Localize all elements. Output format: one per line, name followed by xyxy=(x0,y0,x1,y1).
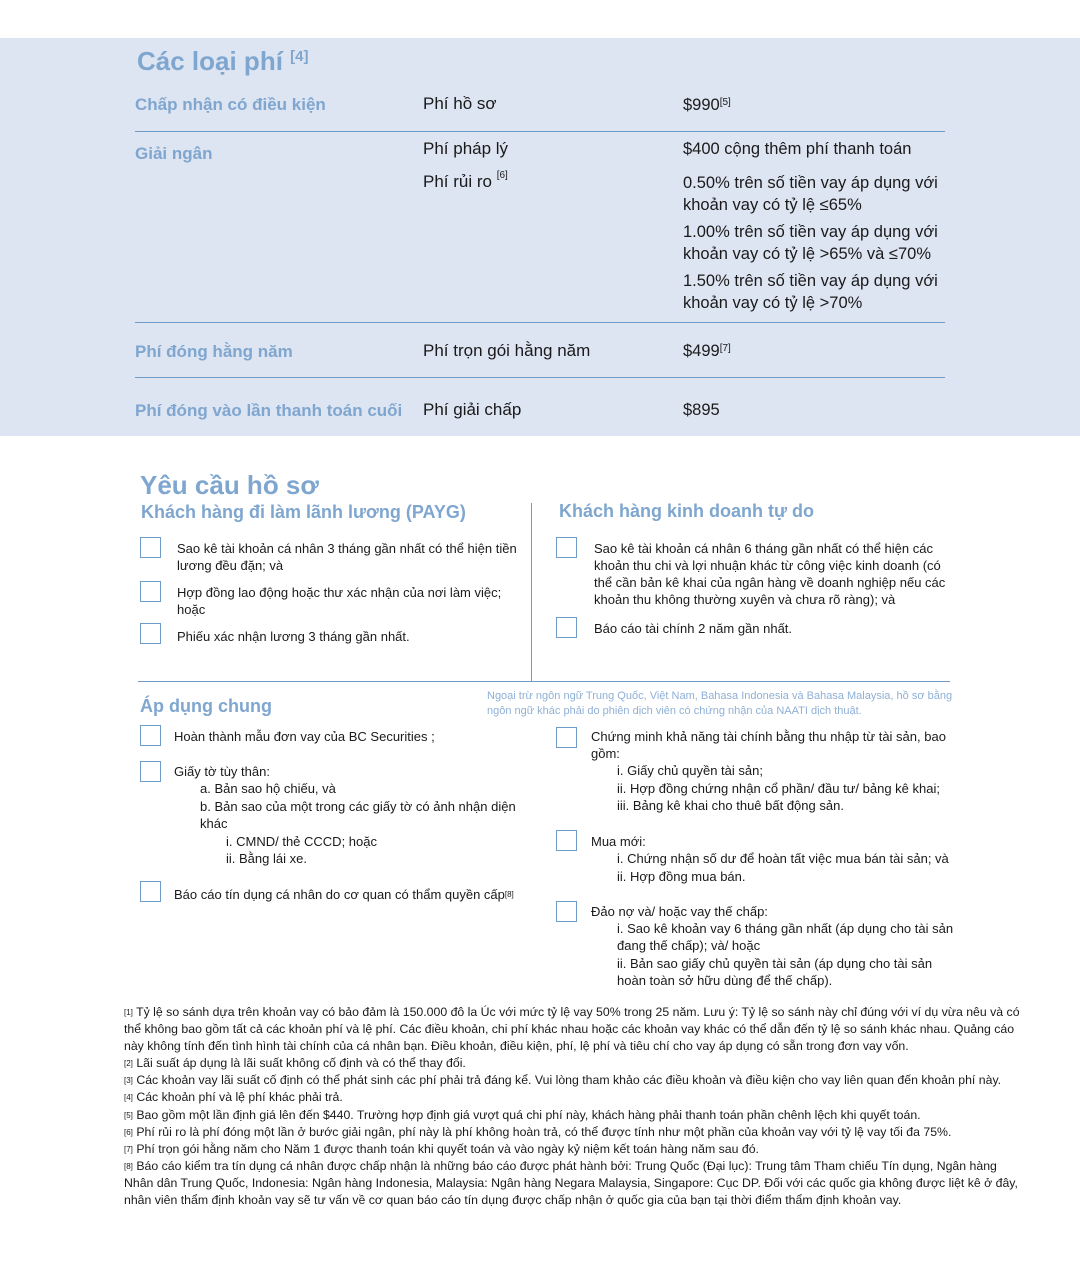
self-item: Sao kê tài khoản cá nhân 6 tháng gần nhất có thể hiện các khoản thu chi và lợi nhuận khác từ công việc kinh doanh (có thể cần bản kê khai của ngân hàng về doanh nghiệp nếu các khoản thu không thường xuyên và chưa rõ ràng); và xyxy=(594,541,946,607)
footnote: [8] Báo cáo kiểm tra tín dụng cá nhân được chấp nhận là những báo cáo được phát hành bởi: Trung Quốc (Đại lục): Trung tâm Tham chiếu Tín dụng, Ngân hàng Nhân dân Trung Quốc, Indonesia: Ngân hàng Indonesia, Malaysia: Ngân hàng Negara Malaysia, Singapore: Cục DP. Đối với các quốc gia không được liệt kê ở đây, nhân viên thẩm định khoản vay sẽ tư vấn về cơ quan báo cáo tín dụng được chấp nhận ở quốc gia của bạn tại thời điểm thẩm định khoản vay. xyxy=(124,1158,1018,1208)
checkbox[interactable] xyxy=(140,623,161,644)
self-item: Báo cáo tài chính 2 năm gần nhất. xyxy=(594,621,793,636)
general-subitem: a. Bản sao hộ chiếu, và xyxy=(200,781,336,796)
footnote: [1] Tỷ lệ so sánh dựa trên khoản vay có bảo đảm là 150.000 đô la Úc với mức tỷ lệ vay 50% trong 25 năm. Lưu ý: Tỷ lệ so sánh này chỉ đúng với ví dụ vừa nêu và có thể không bao gồm tất cả các khoản phí và lệ phí. Các điều khoản, chi phí khác nhau hoặc các khoản vay khác có thể dẫn đến tỷ lệ so sánh khác nhau. Quảng cáo này không tính đến tình hình tài chính của cá nhân bạn. Điều khoản, điều kiện, phí, lệ phí và tiêu chí cho vay áp dụng có sẵn trong đơn vay vốn. xyxy=(124,1005,1020,1054)
translation-note: Ngoại trừ ngôn ngữ Trung Quốc, Việt Nam, Bahasa Indonesia và Bahasa Malaysia, hồ sơ bằng ngôn ngữ khác phải do phiên dịch viên có chứng nhận của NAATI dịch thuật. xyxy=(487,690,953,717)
self-employed-title: Khách hàng kinh doanh tự do xyxy=(559,501,815,521)
footnote: [3] Các khoản vay lãi suất cố định có thể phát sinh các phí phải trả đáng kể. Vui lòng tham khảo các điều khoản và điều kiện cho vay liên quan đến khoản phí này. xyxy=(124,1073,1002,1088)
general-subitem: b. Bản sao của một trong các giấy tờ có ảnh nhận diện khác xyxy=(200,799,516,831)
section-divider xyxy=(138,681,950,682)
fee-category: Giải ngân xyxy=(135,144,213,163)
fee-value: 1.50% trên số tiền vay áp dụng với khoản vay có tỷ lệ >70% xyxy=(683,272,938,312)
footnote: [6] Phí rủi ro là phí đóng một lần ở bước giải ngân, phí này là phí không hoàn trả, có thể được tính như một phần của khoản vay với tỷ lệ vay tối đa 75%. xyxy=(124,1124,952,1139)
divider xyxy=(135,377,945,378)
checkbox[interactable] xyxy=(140,537,161,558)
general-item: Chứng minh khả năng tài chính bằng thu nhập từ tài sản, bao gồm: xyxy=(591,729,946,761)
fee-name: Phí pháp lý xyxy=(423,139,509,158)
checkbox[interactable] xyxy=(140,725,161,746)
divider xyxy=(135,131,945,132)
fee-category: Phí đóng vào lần thanh toán cuối xyxy=(135,401,403,420)
fee-value: $895 xyxy=(683,401,720,419)
general-item: Báo cáo tín dụng cá nhân do cơ quan có thẩm quyền cấp[8] xyxy=(174,887,514,902)
payg-item: Sao kê tài khoản cá nhân 3 tháng gần nhất có thể hiện tiền lương đều đặn; và xyxy=(177,541,517,573)
fee-category: Chấp nhận có điều kiện xyxy=(135,95,326,114)
general-item: Mua mới: xyxy=(591,834,646,849)
payg-item: Phiếu xác nhận lương 3 tháng gần nhất. xyxy=(177,629,410,644)
checkbox[interactable] xyxy=(556,537,577,558)
fee-name: Phí hồ sơ xyxy=(423,94,497,113)
general-item: Đảo nợ và/ hoặc vay thế chấp: xyxy=(591,904,768,919)
fee-category: Phí đóng hằng năm xyxy=(135,342,293,361)
fee-name: Phí trọn gói hằng năm xyxy=(423,341,591,360)
fee-name: Phí giải chấp xyxy=(423,400,522,419)
general-subitem: i. Sao kê khoản vay 6 tháng gần nhất (áp dụng cho tài sản đang thế chấp); và/ hoặc xyxy=(617,921,954,953)
general-title: Áp dụng chung xyxy=(140,696,272,716)
general-subitem: i. Giấy chủ quyền tài sản; xyxy=(617,763,763,778)
general-subitem: ii. Bản sao giấy chủ quyền tài sản (áp dụng cho tài sản hoàn toàn sở hữu dùng để thế chấp). xyxy=(617,956,933,988)
payg-item: Hợp đồng lao động hoặc thư xác nhận của nơi làm việc; hoặc xyxy=(177,585,502,617)
payg-title: Khách hàng đi làm lãnh lương (PAYG) xyxy=(141,502,466,522)
general-item: Hoàn thành mẫu đơn vay của BC Securities ; xyxy=(174,729,435,744)
general-item: Giấy tờ tùy thân: xyxy=(174,764,270,779)
footnotes xyxy=(124,1004,1024,1209)
general-subitem: ii. Hợp đồng chứng nhận cổ phần/ đầu tư/ bảng kê khai; xyxy=(617,781,940,796)
column-divider xyxy=(531,503,532,681)
checkbox[interactable] xyxy=(556,727,577,748)
footnote: [4] Các khoản phí và lệ phí khác phải trả. xyxy=(124,1090,343,1105)
general-subitem: i. Chứng nhận số dư để hoàn tất việc mua bán tài sản; và xyxy=(617,851,949,866)
docs-title: Yêu cầu hồ sơ xyxy=(140,470,319,500)
fee-value: 0.50% trên số tiền vay áp dụng với khoản vay có tỷ lệ ≤65% xyxy=(683,174,938,214)
fee-value: 1.00% trên số tiền vay áp dụng với khoản vay có tỷ lệ >65% và ≤70% xyxy=(683,223,938,263)
divider xyxy=(135,322,945,323)
fee-value: $499[7] xyxy=(683,342,731,360)
checkbox[interactable] xyxy=(140,761,161,782)
footnote: [5] Bao gồm một lần định giá lên đến $440. Trường hợp định giá vượt quá chi phí này, khách hàng phải thanh toán phần chênh lệch khi quyết toán. xyxy=(124,1107,921,1122)
general-subitem: iii. Bảng kê khai cho thuê bất động sản. xyxy=(617,798,844,813)
fee-value: $990[5] xyxy=(683,96,731,114)
general-subitem: i. CMND/ thẻ CCCD; hoặc xyxy=(226,834,377,849)
fees-panel xyxy=(0,38,1080,436)
footnote: [7] Phí trọn gói hằng năm cho Năm 1 được thanh toán khi quyết toán và vào ngày kỷ niệm kết toán hàng năm sau đó. xyxy=(124,1141,759,1156)
checkbox[interactable] xyxy=(140,581,161,602)
general-subitem: ii. Hợp đồng mua bán. xyxy=(617,869,746,884)
fees-title: Các loại phí [4] xyxy=(137,46,309,76)
footnote: [2] Lãi suất áp dụng là lãi suất không cố định và có thể thay đổi. xyxy=(124,1056,466,1071)
fee-name: Phí rủi ro [6] xyxy=(423,170,508,191)
checkbox[interactable] xyxy=(556,901,577,922)
checkbox[interactable] xyxy=(140,881,161,902)
checkbox[interactable] xyxy=(556,830,577,851)
fee-value: $400 cộng thêm phí thanh toán xyxy=(683,140,912,158)
checkbox[interactable] xyxy=(556,617,577,638)
general-subitem: ii. Bằng lái xe. xyxy=(226,851,307,866)
